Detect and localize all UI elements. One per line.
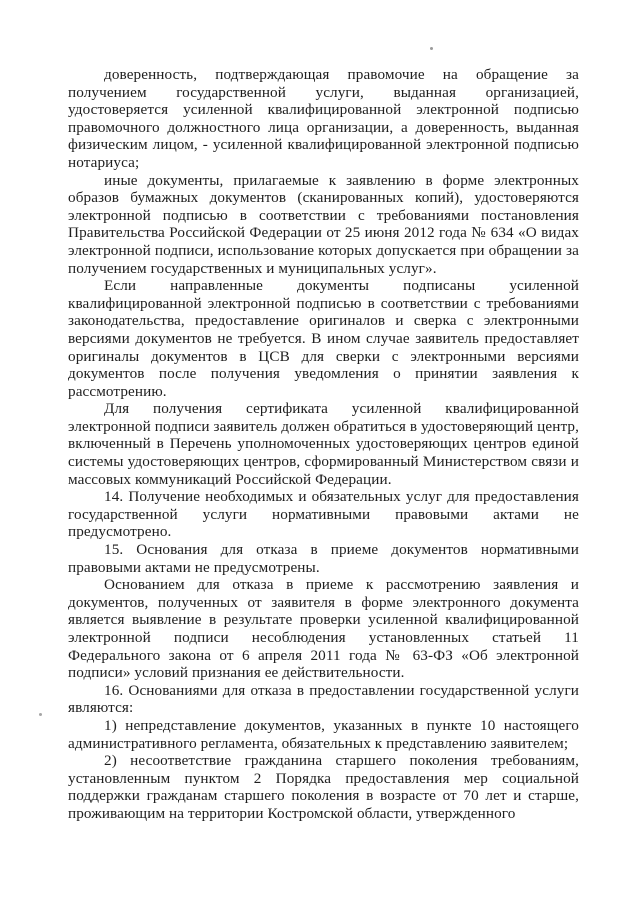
paragraph-subclause-2: 2) несоответствие гражданина старшего поколения требованиям, установленным пунктом 2 Порядка предоставления мер социальной поддержки гражданам старшего поколения в возрасте от 70 лет и старше, проживающим на территории Костромской области, утвержденного — [68, 752, 579, 822]
document-text-block — [68, 66, 579, 823]
scan-artifact-dot — [39, 713, 42, 716]
paragraph-clause-14: 14. Получение необходимых и обязательных услуг для предоставления государственной услуги нормативными правовыми актами не предусмотрено. — [68, 488, 579, 541]
paragraph-signed-documents: Если направленные документы подписаны усиленной квалифицированной электронной подписью в соответствии с требованиями законодательства, предоставление оригиналов и сверка с электронными версиями документов не требуется. В ином случае заявитель предоставляет оригиналы документов в ЦСВ для сверки с электронными версиями документов после получения уведомления о принятии заявления к рассмотрению. — [68, 277, 579, 400]
paragraph-subclause-1: 1) непредставление документов, указанных в пункте 10 настоящего административного регламента, обязательных к представлению заявителем; — [68, 716, 579, 752]
paragraph-certificate: Для получения сертификата усиленной квалифицированной электронной подписи заявитель должен обратиться в удостоверяющий центр, включенный в Перечень уполномоченных удостоверяющих центров единой системы удостоверяющих центров, сформированный Министерством связи и массовых коммуникаций Российской Федерации. — [68, 400, 579, 488]
paragraph-other-documents: иные документы, прилагаемые к заявлению в форме электронных образов бумажных документов (сканированных копий), удостоверяются электронной подписью в соответствии с требованиями постановления Правительства Российской Федерации от 25 июня 2012 года № 634 «О видах электронной подписи, использование которых допускается при обращении за получением государственных и муниципальных услуг». — [68, 171, 579, 277]
paragraph-refusal-grounds: Основанием для отказа в приеме к рассмотрению заявления и документов, полученных от заявителя в форме электронного документа является выявление в результате проверки усиленной квалифицированной электронной подписи несоблюдения установленных статьей 11 Федерального закона от 6 апреля 2011 года № 63-ФЗ «Об электронной подписи» условий признания ее действительности. — [68, 576, 579, 682]
paragraph-clause-16: 16. Основаниями для отказа в предоставлении государственной услуги являются: — [68, 681, 579, 717]
paragraph-power-of-attorney: доверенность, подтверждающая правомочие на обращение за получением государственной услуги, выданная организацией, удостоверяется усиленной квалифицированной электронной подписью правомочного должностного лица организации, а доверенность, выданная физическим лицом, - усиленной квалифицированной электронной подписью нотариуса; — [68, 66, 579, 171]
scan-artifact-dot — [430, 47, 433, 50]
paragraph-clause-15: 15. Основания для отказа в приеме документов нормативными правовыми актами не предусмотрены. — [68, 541, 579, 576]
